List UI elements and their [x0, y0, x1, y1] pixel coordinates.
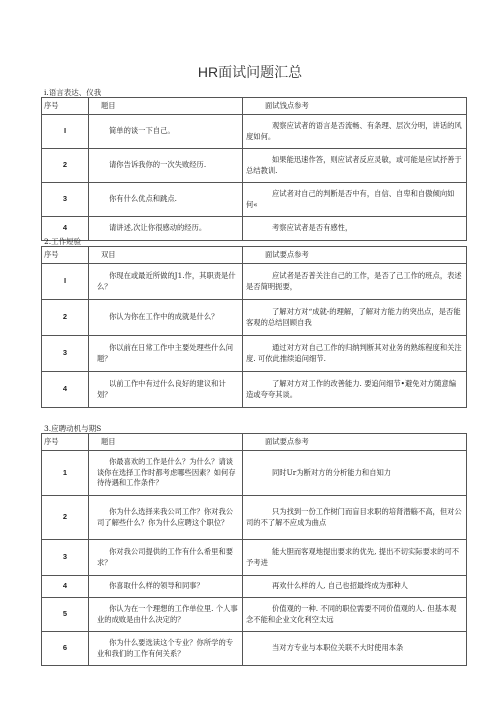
row-num: 2	[42, 149, 89, 183]
table-row	[42, 183, 467, 217]
header-question: 题目	[89, 98, 243, 115]
row-num: 2	[42, 300, 89, 336]
row-num: 6	[42, 632, 89, 666]
row-num: 3	[42, 540, 89, 576]
section-table-1	[41, 97, 467, 241]
row-num: 4	[42, 372, 89, 408]
row-answer: 了解对方对“成就-的理解，了解对方能力的突出点，是否能客观的总结回顾自我	[243, 300, 467, 336]
table-row	[42, 264, 467, 300]
header-question: 题目	[89, 434, 243, 451]
row-question: 你对我公司提供的工作有什么希里和要求？	[89, 540, 243, 576]
table-row	[42, 336, 467, 372]
row-answer: 应试者是否普关注自己的工作，是否了己工作的班点，表述是否简明扼要，	[243, 264, 467, 300]
section-heading-1: i.语言表达、仪我	[44, 88, 102, 97]
section-heading-2: 2.工作短验	[44, 237, 82, 246]
row-answer: 观察应试者的语言是否流畅、有条理、层次分明，讲话的风度如何。	[243, 115, 467, 149]
table-header-row	[42, 247, 467, 264]
header-answer: 面试要点参考	[243, 247, 467, 264]
row-question: 你认为你在工作中的成就是什么？	[89, 300, 243, 336]
table-row	[42, 149, 467, 183]
header-question: 双目	[89, 247, 243, 264]
row-question: 请讲述,次让你很感动的经历。	[89, 217, 243, 241]
row-question: 你最喜欢的工作是什么？为什么？请谈谈你在选择工作时都考虑哪些因素？如何存待待遇和工作条件？	[89, 451, 243, 496]
row-num: 3	[42, 336, 89, 372]
header-num: 序号	[42, 434, 89, 451]
table-row	[42, 217, 467, 241]
row-question: 你以前在日常工作中主要处理些什么问题？	[89, 336, 243, 372]
row-question: 你为什么选择来我公司工作？你对我公司了解些什么？你为什么应聘这个职位？	[89, 496, 243, 540]
table-header-row	[42, 434, 467, 451]
table-row	[42, 540, 467, 576]
section-table-2	[41, 246, 467, 408]
row-answer: 同时Ur为断对方的分析能力和自知力	[243, 451, 467, 496]
row-answer: 价值观的一种. 不同的职位需要不同价值观的人. 但基本观念不能和企业文化利空太远	[243, 598, 467, 632]
row-question: 你有什么优点和跳点.	[89, 183, 243, 217]
row-num: 4	[42, 576, 89, 598]
section-table-3	[41, 433, 467, 666]
table-header-row	[42, 98, 467, 115]
row-question: 你喜取什么样的领导和同事？	[89, 576, 243, 598]
table-row	[42, 372, 467, 408]
row-num: 2	[42, 496, 89, 540]
table-row	[42, 115, 467, 149]
row-num: 4	[42, 217, 89, 241]
table-row	[42, 300, 467, 336]
row-num: 5	[42, 598, 89, 632]
table-row	[42, 451, 467, 496]
header-answer: 面试饯点参考	[243, 98, 467, 115]
table-row	[42, 576, 467, 598]
row-answer: 再欢什么样的人, 自己也招最终成为那种人	[243, 576, 467, 598]
row-answer: 只为找到一份工作树门而盲目求职的培肾潜觞不高，但对公司的不了解不应成为曲点	[243, 496, 467, 540]
row-answer: 通过对方对自己工作的归纳判断其对业务的熟练程度和关注度. 可依此推续追问细节.	[243, 336, 467, 372]
header-answer: 面试要点参考	[243, 434, 467, 451]
row-answer: 应试者对自己的判断是否中有，自信、自卑和自傲倾向如何«	[243, 183, 467, 217]
row-answer: 考察应试者是否有感性，	[243, 217, 467, 241]
row-num: I	[42, 264, 89, 300]
header-num: 序号	[42, 247, 89, 264]
row-answer: 了解对方对工作的改善能力. 要追问细节•避免对方随意编造或夸夸其谈。	[243, 372, 467, 408]
table-row	[42, 632, 467, 666]
row-question: 简单的谈一下自己。	[89, 115, 243, 149]
row-question: 你现在或最近所做的J1.作，其职责是什么？	[89, 264, 243, 300]
document-title: HR面试问题汇总	[197, 64, 303, 80]
row-answer: 当对方专业与本职位关联不大时使用本条	[243, 632, 467, 666]
table-row	[42, 496, 467, 540]
row-question: 你认为在一个理想的工作单位里. 个人事业的成败是由什么决定的？	[89, 598, 243, 632]
row-answer: 能大胆而客观地提出要求的优先, 提出不切实际要求的可不予考进	[243, 540, 467, 576]
row-question: 以前工作中有过什么良好的建议和计划？	[89, 372, 243, 408]
row-num: I	[42, 115, 89, 149]
row-num: 3	[42, 183, 89, 217]
section-heading-3: 3.应聘动机与期S	[44, 424, 102, 433]
row-question: 请你告诉我你的一次失败经历.	[89, 149, 243, 183]
table-row	[42, 598, 467, 632]
header-num: 序号	[42, 98, 89, 115]
row-question: 你为什么要选读这个专业？你所学的专业和我们的工作有何关系？	[89, 632, 243, 666]
row-num: 1	[42, 451, 89, 496]
row-answer: 如果能迅速作答，则应试者反应灵敏，或可能是应试抒善于总结教训.	[243, 149, 467, 183]
